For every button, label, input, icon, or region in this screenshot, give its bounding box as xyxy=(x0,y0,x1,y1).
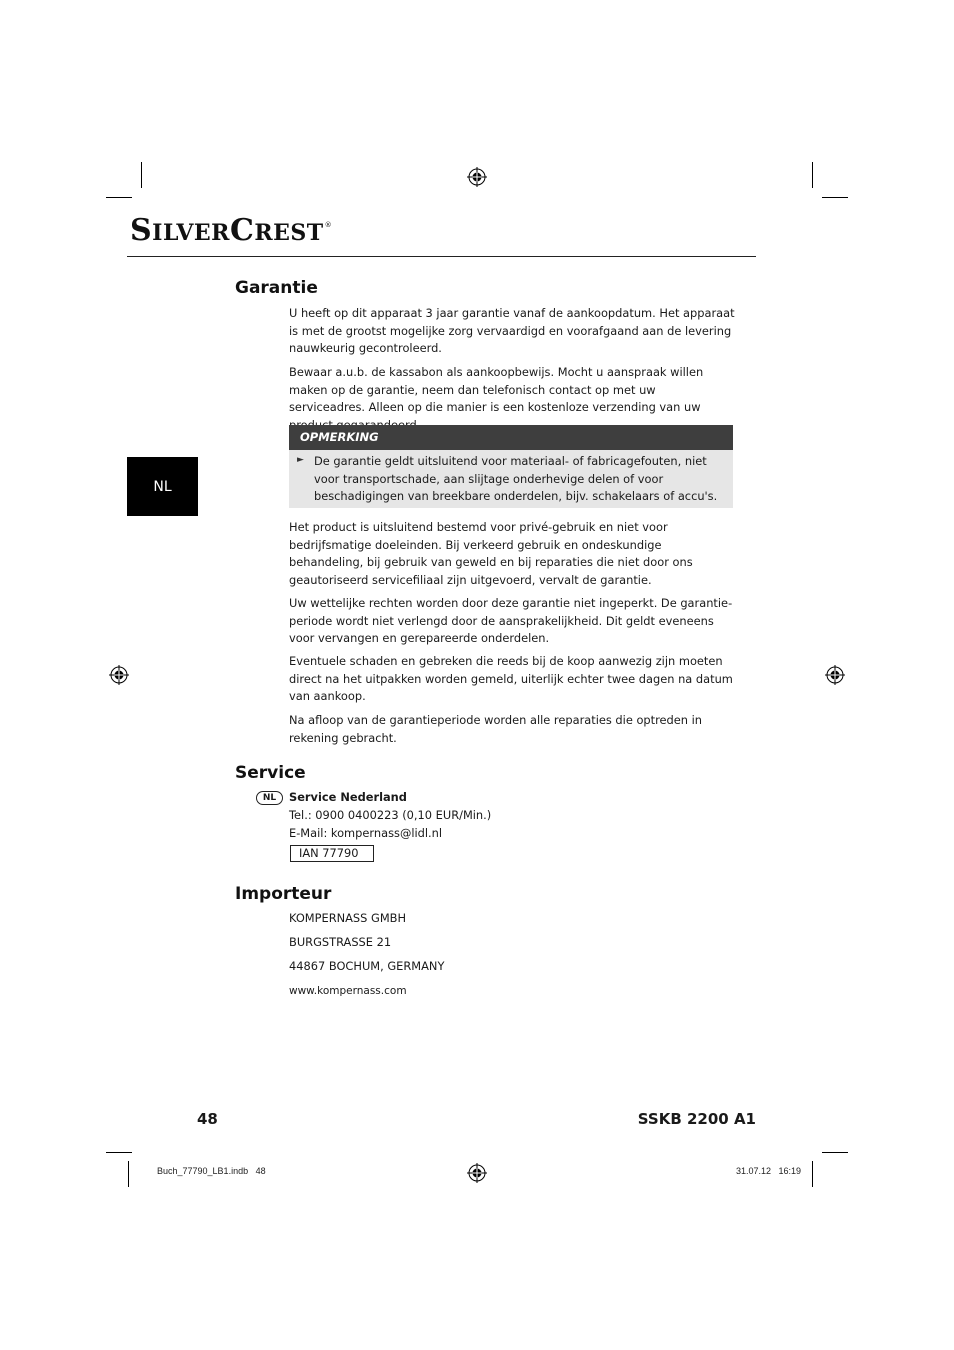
header-divider xyxy=(127,256,756,257)
country-badge: NL xyxy=(256,791,283,805)
note-text: De garantie geldt uitsluitend voor materiaal- of fabricagefouten, niet voor transportschade, aan slijtage onderhevige delen of voor beschadigingen van breekbare onderdelen, bijv. schakelaars of accu's. xyxy=(314,454,718,503)
garantie-paragraph-5: Eventuele schaden en gebreken die reeds bij de koop aanwezig zijn moeten direct na het uitpakken worden gemeld, uiterlijk echter twee dagen na datum van aankoop. xyxy=(289,654,733,703)
language-tab-label: NL xyxy=(153,478,172,495)
importeur-city: 44867 BOCHUM, GERMANY xyxy=(289,959,445,973)
garantie-paragraph-6: Na afloop van de garantieperiode worden alle reparaties die optreden in rekening gebracht. xyxy=(289,713,703,745)
crop-mark xyxy=(106,197,132,198)
slug-date: 31.07.12 16:19 xyxy=(736,1166,802,1176)
slug-file: Buch_77790_LB1.indb 48 xyxy=(157,1166,266,1176)
crop-mark xyxy=(812,1161,813,1187)
note-box xyxy=(289,450,733,508)
registration-mark-icon xyxy=(467,1163,487,1183)
garantie-heading: Garantie xyxy=(235,278,318,298)
brand-logo: SILVERCREST® xyxy=(130,213,333,248)
garantie-paragraph-1: U heeft op dit apparaat 3 jaar garantie vanaf de aankoopdatum. Het apparaat is met de grootst mogelijke zorg vervaardigd en voorafgaand aan de levering nauwkeurig gecontroleerd. xyxy=(289,306,735,355)
crop-mark xyxy=(141,162,142,188)
garantie-paragraph-4: Uw wettelijke rechten worden door deze garantie niet ingeperkt. De garantieperiode wordt niet verlengd door de aansprakelijkheid. Dit geldt eveneens voor vervangen en gerepareerde onderdelen. xyxy=(289,596,733,645)
garantie-paragraph-3: Het product is uitsluitend bestemd voor privé-gebruik en niet voor bedrijfsmatige doeleinden. Bij verkeerd gebruik en ondeskundige behandeling, bij gebruik van geweld en bij reparaties die niet door ons geautoriseerd servicefiliaal zijn uitgevoerd, vervalt de garantie. xyxy=(289,520,693,587)
crop-mark xyxy=(812,162,813,188)
garantie-paragraph-2: Bewaar a.u.b. de kassabon als aankoopbewijs. Mocht u aanspraak willen maken op de garantie, neem dan telefonisch contact op met uw serviceadres. Alleen op die manier is een kostenloze verzending van uw xyxy=(289,365,704,414)
importeur-street: BURGSTRASSE 21 xyxy=(289,935,392,949)
crop-mark xyxy=(128,1161,129,1187)
service-title: Service Nederland xyxy=(289,790,407,804)
ian-number: IAN 77790 xyxy=(290,845,374,862)
service-heading: Service xyxy=(235,763,306,783)
importeur-website: www.kompernass.com xyxy=(289,985,407,997)
crop-mark xyxy=(822,1152,848,1153)
importeur-heading: Importeur xyxy=(235,884,332,904)
note-header xyxy=(289,425,733,450)
note-label: OPMERKING xyxy=(300,430,379,444)
language-tab xyxy=(127,457,198,516)
registration-mark-icon xyxy=(825,665,845,685)
service-phone: Tel.: 0900 0400223 (0,10 EUR/Min.) xyxy=(289,808,492,822)
service-email: E-Mail: kompernass@lidl.nl xyxy=(289,826,443,840)
crop-mark xyxy=(106,1152,132,1153)
importeur-company: KOMPERNASS GMBH xyxy=(289,911,407,925)
crop-mark xyxy=(822,197,848,198)
model-number: SSKB 2200 A1 xyxy=(637,1110,756,1128)
registration-mark-icon xyxy=(467,167,487,187)
page-number: 48 xyxy=(197,1110,218,1128)
registration-mark-icon xyxy=(109,665,129,685)
bullet-arrow-icon: ► xyxy=(297,455,304,465)
